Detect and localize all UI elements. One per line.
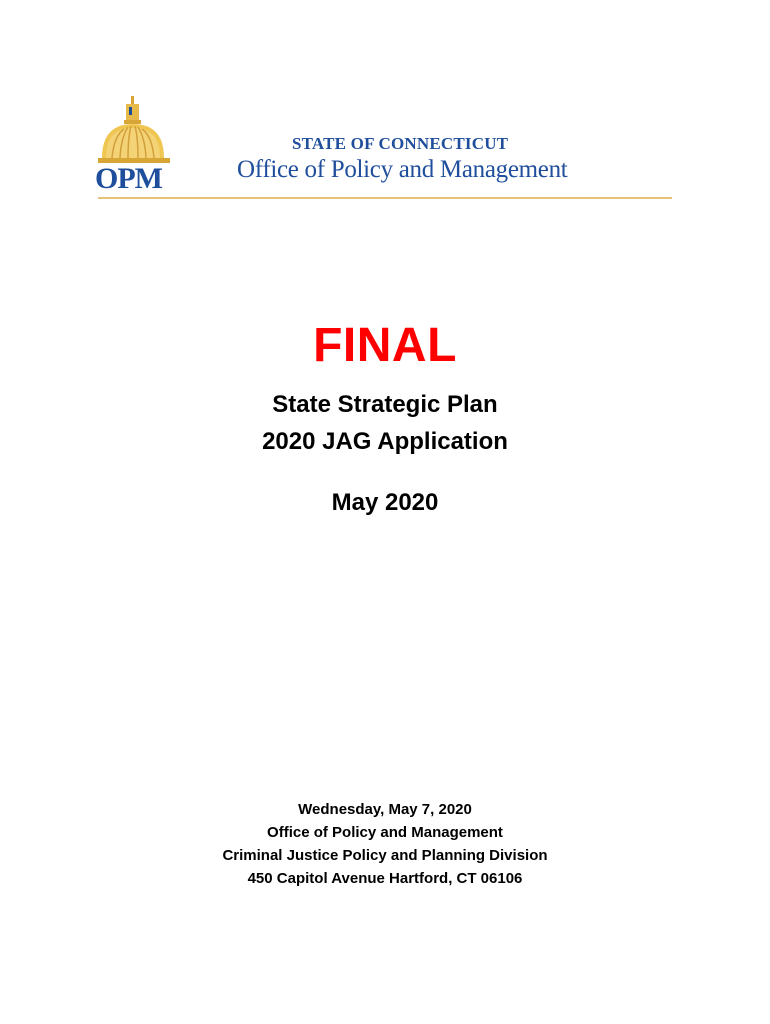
office-name: Office of Policy and Management: [237, 156, 568, 183]
logo-wordmark: OPM: [95, 162, 162, 195]
document-title: [0, 386, 770, 460]
footer-address: 450 Capitol Avenue Hartford, CT 06106: [247, 870, 523, 887]
footer-division: Criminal Justice Policy and Planning Division: [222, 847, 548, 864]
footer-office: Office of Policy and Management: [267, 824, 503, 841]
state-name: STATE OF CONNECTICUT: [292, 134, 509, 153]
cover-footer: [0, 798, 770, 890]
letterhead: [0, 0, 770, 210]
capitol-dome-icon: [92, 96, 176, 166]
title-line-1: State Strategic Plan: [272, 391, 498, 418]
document-date: May 2020: [331, 489, 439, 516]
footer-date: Wednesday, May 7, 2020: [298, 801, 472, 818]
title-line-2: 2020 JAG Application: [262, 428, 508, 455]
letterhead-divider: [98, 197, 672, 199]
cover-title-block: [0, 318, 770, 520]
document-status: FINAL: [313, 319, 457, 372]
